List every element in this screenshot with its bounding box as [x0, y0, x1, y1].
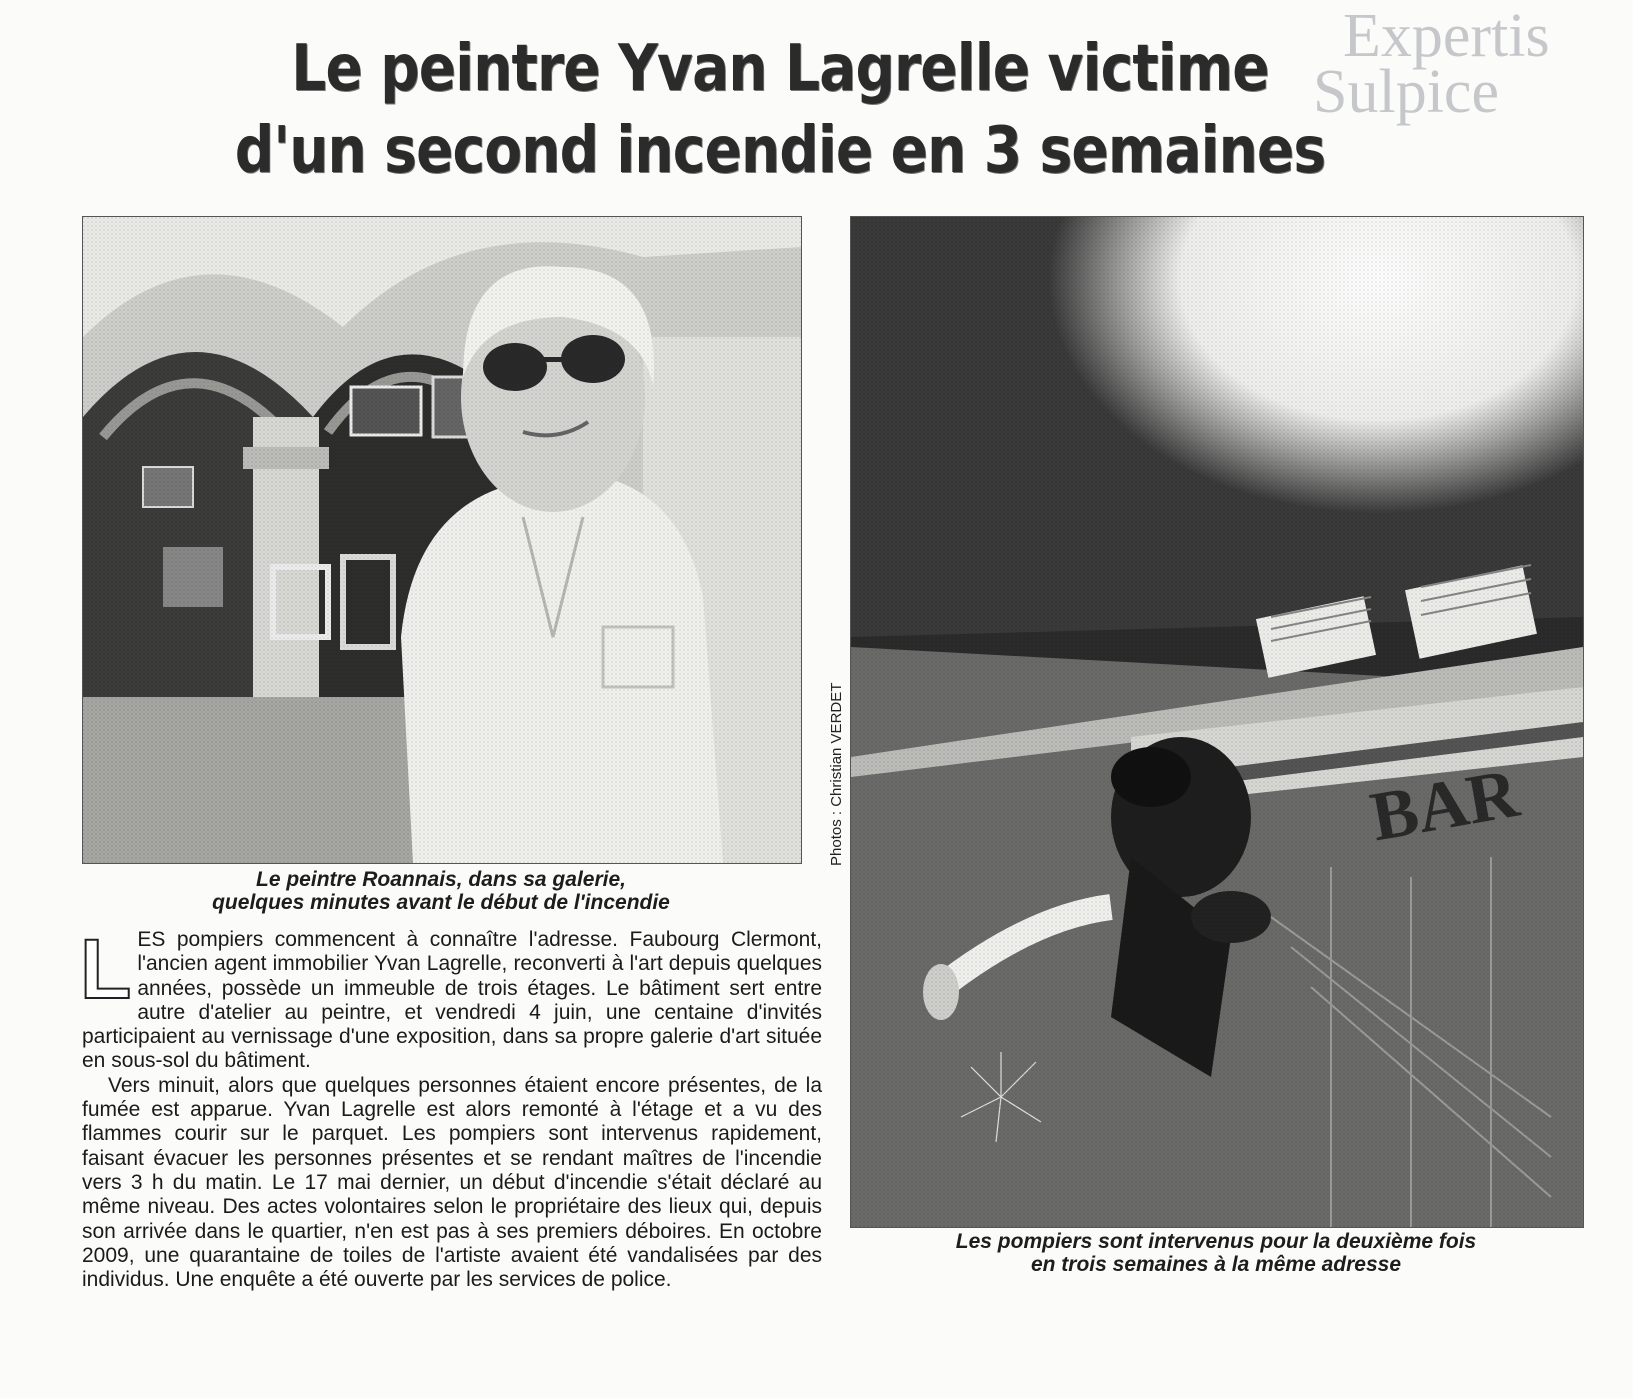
caption-left — [82, 868, 800, 914]
bleed-line-2: Sulpice — [1313, 58, 1499, 126]
caption-left-line-1: Le peintre Roannais, dans sa galerie, — [256, 868, 626, 891]
bleed-line-1: Expertis — [1343, 2, 1550, 70]
article-paragraph-1-text: ES pompiers commencent à connaître l'adresse. Faubourg Clermont, l'ancien agent immobilier Yvan Lagrelle, reconverti à l'art depuis quelques années, possède un immeuble de trois étages. Le bâtiment sert entre autre d'atelier au peintre, et vendredi 4 juin, une centaine d'invités participaient au vernissage d'une exposition, dans sa propre galerie d'art située en sous-sol du bâtiment. — [82, 928, 822, 1073]
photo-painter-gallery — [82, 216, 802, 864]
drop-cap: L — [80, 922, 132, 1016]
caption-left-line-2: quelques minutes avant le début de l'incendie — [212, 891, 670, 914]
headline-line-1: Le peintre Yvan Lagrelle victime — [291, 32, 1269, 106]
caption-right-line-1: Les pompiers sont intervenus pour la deuxième fois — [955, 1230, 1477, 1253]
article-paragraph-1 — [80, 922, 822, 1074]
caption-right — [850, 1230, 1582, 1276]
caption-right-line-2: en trois semaines à la même adresse — [1030, 1253, 1402, 1276]
photo-firefighters — [850, 216, 1584, 1228]
headline — [110, 28, 1450, 192]
article-body — [80, 922, 822, 1292]
photo-credit: Photos : Christian VERDET — [828, 682, 845, 866]
article-paragraph-2: Vers minuit, alors que quelques personnes étaient encore présentes, de la fumée est apparue. Yvan Lagrelle est alors remonté à l'étage et a vu des flammes courir sur le parquet. Les pompiers sont intervenus rapidement, faisant évacuer les personnes présentes et se rendant maîtres de l'incendie vers 3 h du matin. Le 17 mai dernier, un début d'incendie s'était déclaré au même niveau. Des actes volontaires selon le propriétaire des lieux qui, depuis son arrivée dans le quartier, n'en est pas à ses premiers déboires. En octobre 2009, une quarantaine de toiles de l'artiste avaient été vandalisées par des individus. Une enquête a été ouverte par les services de police. — [82, 1073, 822, 1292]
headline-line-2: d'un second incendie en 3 semaines — [234, 114, 1326, 188]
